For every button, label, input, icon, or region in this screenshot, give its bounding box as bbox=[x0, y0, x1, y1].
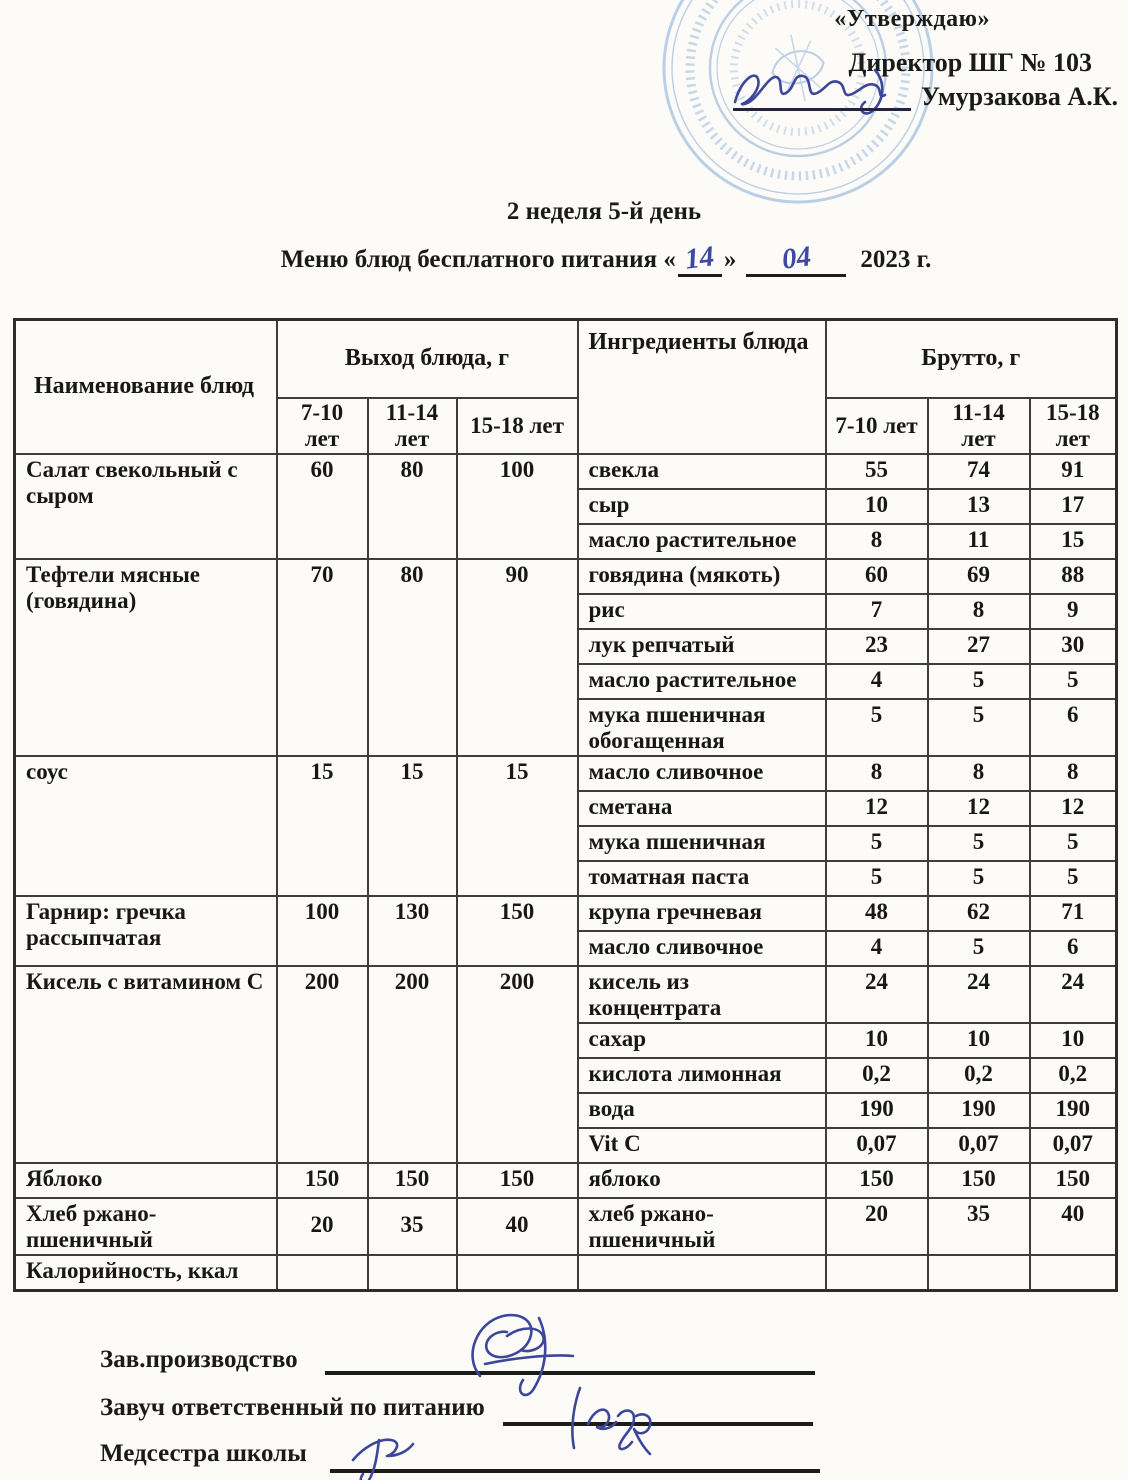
output-value-cell: 200 bbox=[368, 966, 457, 1163]
header-output: Выход блюда, г bbox=[277, 320, 578, 399]
brutto-value-cell: 5 bbox=[826, 826, 928, 861]
table-row bbox=[15, 756, 1117, 791]
ingredient-name-cell: масло сливочное bbox=[578, 756, 826, 791]
brutto-value-cell: 5 bbox=[928, 931, 1030, 966]
week-day-title: 2 неделя 5-й день bbox=[506, 198, 702, 225]
brutto-value-cell: 190 bbox=[1030, 1093, 1117, 1128]
output-value-cell bbox=[277, 1255, 368, 1291]
brutto-value-cell: 40 bbox=[1030, 1198, 1117, 1255]
ingredient-name-cell: рис bbox=[578, 594, 826, 629]
header-age-15-18: 15-18 лет bbox=[1030, 398, 1117, 454]
output-value-cell: 15 bbox=[277, 756, 368, 896]
dish-name-cell: Калорийность, ккал bbox=[15, 1255, 277, 1291]
ingredient-name-cell: Vit C bbox=[578, 1128, 826, 1163]
ingredient-name-cell: свекла bbox=[578, 454, 826, 489]
menu-table-body bbox=[15, 454, 1117, 1290]
output-value-cell: 60 bbox=[277, 454, 368, 559]
table-row bbox=[15, 1255, 1117, 1291]
menu-title-line bbox=[0, 240, 1128, 277]
director-signature-line bbox=[733, 108, 911, 111]
brutto-value-cell: 17 bbox=[1030, 489, 1117, 524]
brutto-value-cell: 15 bbox=[1030, 524, 1117, 559]
brutto-value-cell: 24 bbox=[928, 966, 1030, 1023]
ingredient-name-cell: масло растительное bbox=[578, 524, 826, 559]
ingredient-name-cell: кислота лимонная bbox=[578, 1058, 826, 1093]
brutto-value-cell: 5 bbox=[826, 699, 928, 756]
ingredient-name-cell: масло сливочное bbox=[578, 931, 826, 966]
output-value-cell bbox=[457, 1255, 578, 1291]
dish-name-cell: Кисель с витамином С bbox=[15, 966, 277, 1163]
output-value-cell: 90 bbox=[457, 559, 578, 756]
dish-name-cell: Тефтели мясные (говядина) bbox=[15, 559, 277, 756]
ingredient-name-cell: сметана bbox=[578, 791, 826, 826]
table-row bbox=[15, 896, 1117, 931]
brutto-value-cell bbox=[826, 1255, 928, 1291]
handwritten-month: 04 bbox=[779, 240, 813, 276]
brutto-value-cell: 13 bbox=[928, 489, 1030, 524]
output-value-cell: 150 bbox=[457, 896, 578, 966]
ingredient-name-cell: говядина (мякоть) bbox=[578, 559, 826, 594]
output-value-cell: 40 bbox=[457, 1198, 578, 1255]
output-value-cell: 80 bbox=[368, 454, 457, 559]
output-value-cell: 100 bbox=[277, 896, 368, 966]
ingredient-name-cell: мука пшеничная bbox=[578, 826, 826, 861]
brutto-value-cell: 12 bbox=[826, 791, 928, 826]
ingredient-name-cell: кисель из концентрата bbox=[578, 966, 826, 1023]
brutto-value-cell: 10 bbox=[928, 1023, 1030, 1058]
brutto-value-cell: 5 bbox=[826, 861, 928, 896]
header-age-11-14: 11-14 лет bbox=[928, 398, 1030, 454]
brutto-value-cell: 10 bbox=[826, 1023, 928, 1058]
table-row bbox=[15, 1163, 1117, 1198]
header-dish-name: Наименование блюд bbox=[15, 320, 277, 455]
brutto-value-cell: 0,2 bbox=[1030, 1058, 1117, 1093]
table-row bbox=[15, 966, 1117, 1023]
header-ingredients: Ингредиенты блюда bbox=[578, 320, 826, 455]
brutto-value-cell bbox=[1030, 1255, 1117, 1291]
ingredient-name-cell bbox=[578, 1255, 826, 1291]
output-value-cell: 80 bbox=[368, 559, 457, 756]
brutto-value-cell: 5 bbox=[928, 826, 1030, 861]
menu-title-prefix: Меню блюд бесплатного питания « bbox=[280, 246, 676, 273]
table-row bbox=[15, 559, 1117, 594]
header-age-7-10: 7-10 лет bbox=[277, 398, 368, 454]
brutto-value-cell: 9 bbox=[1030, 594, 1117, 629]
brutto-value-cell: 48 bbox=[826, 896, 928, 931]
dish-name-cell: Гарнир: гречка рассыпчатая bbox=[15, 896, 277, 966]
dish-name-cell: соус bbox=[15, 756, 277, 896]
brutto-value-cell: 5 bbox=[1030, 826, 1117, 861]
brutto-value-cell: 0,07 bbox=[826, 1128, 928, 1163]
brutto-value-cell: 5 bbox=[928, 699, 1030, 756]
ingredient-name-cell: вода bbox=[578, 1093, 826, 1128]
director-signature-row bbox=[725, 62, 1119, 122]
brutto-value-cell: 150 bbox=[928, 1163, 1030, 1198]
director-title: Директор ШГ № 103 bbox=[848, 48, 1092, 77]
brutto-value-cell: 8 bbox=[826, 524, 928, 559]
brutto-value-cell: 27 bbox=[928, 629, 1030, 664]
brutto-value-cell: 24 bbox=[1030, 966, 1117, 1023]
brutto-value-cell: 24 bbox=[826, 966, 928, 1023]
brutto-value-cell: 10 bbox=[1030, 1023, 1117, 1058]
output-value-cell bbox=[368, 1255, 457, 1291]
brutto-value-cell: 8 bbox=[928, 756, 1030, 791]
brutto-value-cell: 5 bbox=[928, 664, 1030, 699]
school-nurse-label: Медсестра школы bbox=[100, 1440, 307, 1467]
table-row bbox=[15, 454, 1117, 489]
header-age-15-18: 15-18 лет bbox=[457, 398, 578, 454]
ingredient-name-cell: лук репчатый bbox=[578, 629, 826, 664]
brutto-value-cell: 74 bbox=[928, 454, 1030, 489]
brutto-value-cell: 71 bbox=[1030, 896, 1117, 931]
output-value-cell: 200 bbox=[457, 966, 578, 1163]
brutto-value-cell: 30 bbox=[1030, 629, 1117, 664]
ingredient-name-cell: сыр bbox=[578, 489, 826, 524]
dish-name-cell: Яблоко bbox=[15, 1163, 277, 1198]
output-value-cell: 20 bbox=[277, 1198, 368, 1255]
dish-name-cell: Хлеб ржано-пшеничный bbox=[15, 1198, 277, 1255]
output-value-cell: 100 bbox=[457, 454, 578, 559]
brutto-value-cell: 6 bbox=[1030, 699, 1117, 756]
brutto-value-cell: 35 bbox=[928, 1198, 1030, 1255]
brutto-value-cell: 4 bbox=[826, 664, 928, 699]
ingredient-name-cell: мука пшеничная обогащенная bbox=[578, 699, 826, 756]
header-brutto: Брутто, г bbox=[826, 320, 1117, 399]
brutto-value-cell bbox=[928, 1255, 1030, 1291]
brutto-value-cell: 6 bbox=[1030, 931, 1117, 966]
output-value-cell: 130 bbox=[368, 896, 457, 966]
director-signature bbox=[725, 62, 915, 120]
table-header-row-1 bbox=[15, 320, 1117, 399]
school-nurse-signature bbox=[345, 1428, 425, 1480]
brutto-value-cell: 69 bbox=[928, 559, 1030, 594]
brutto-value-cell: 55 bbox=[826, 454, 928, 489]
brutto-value-cell: 0,2 bbox=[928, 1058, 1030, 1093]
brutto-value-cell: 5 bbox=[1030, 664, 1117, 699]
ingredient-name-cell: томатная паста bbox=[578, 861, 826, 896]
brutto-value-cell: 150 bbox=[826, 1163, 928, 1198]
brutto-value-cell: 12 bbox=[1030, 791, 1117, 826]
brutto-value-cell: 8 bbox=[826, 756, 928, 791]
brutto-value-cell: 190 bbox=[826, 1093, 928, 1128]
output-value-cell: 150 bbox=[368, 1163, 457, 1198]
ingredient-name-cell: крупа гречневая bbox=[578, 896, 826, 931]
brutto-value-cell: 0,07 bbox=[1030, 1128, 1117, 1163]
approve-word: «Утверждаю» bbox=[834, 6, 990, 32]
date-day-blank bbox=[678, 240, 722, 277]
production-manager-label: Зав.производство bbox=[100, 1346, 298, 1373]
output-value-cell: 35 bbox=[368, 1198, 457, 1255]
brutto-value-cell: 0,2 bbox=[826, 1058, 928, 1093]
output-value-cell: 150 bbox=[457, 1163, 578, 1198]
output-value-cell: 150 bbox=[277, 1163, 368, 1198]
brutto-value-cell: 20 bbox=[826, 1198, 928, 1255]
brutto-value-cell: 12 bbox=[928, 791, 1030, 826]
nutrition-deputy-label: Завуч ответственный по питанию bbox=[100, 1394, 485, 1421]
brutto-value-cell: 8 bbox=[928, 594, 1030, 629]
ingredient-name-cell: сахар bbox=[578, 1023, 826, 1058]
dish-name-cell: Салат свекольный с сыром bbox=[15, 454, 277, 559]
brutto-value-cell: 11 bbox=[928, 524, 1030, 559]
brutto-value-cell: 150 bbox=[1030, 1163, 1117, 1198]
brutto-value-cell: 91 bbox=[1030, 454, 1117, 489]
output-value-cell: 70 bbox=[277, 559, 368, 756]
brutto-value-cell: 4 bbox=[826, 931, 928, 966]
menu-table bbox=[13, 318, 1118, 1292]
output-value-cell: 15 bbox=[368, 756, 457, 896]
brutto-value-cell: 23 bbox=[826, 629, 928, 664]
menu-title-close-quote: » bbox=[723, 246, 737, 273]
handwritten-day: 14 bbox=[683, 240, 717, 276]
output-value-cell: 200 bbox=[277, 966, 368, 1163]
header-age-7-10: 7-10 лет bbox=[826, 398, 928, 454]
brutto-value-cell: 8 bbox=[1030, 756, 1117, 791]
brutto-value-cell: 88 bbox=[1030, 559, 1117, 594]
ingredient-name-cell: масло растительное bbox=[578, 664, 826, 699]
menu-title-year: 2023 г. bbox=[860, 246, 932, 273]
ingredient-name-cell: хлеб ржано-пшеничный bbox=[578, 1198, 826, 1255]
table-row bbox=[15, 1198, 1117, 1255]
nutrition-deputy-signature bbox=[560, 1382, 660, 1462]
date-month-blank bbox=[746, 240, 846, 277]
brutto-value-cell: 5 bbox=[928, 861, 1030, 896]
brutto-value-cell: 0,07 bbox=[928, 1128, 1030, 1163]
brutto-value-cell: 190 bbox=[928, 1093, 1030, 1128]
brutto-value-cell: 62 bbox=[928, 896, 1030, 931]
brutto-value-cell: 7 bbox=[826, 594, 928, 629]
output-value-cell: 15 bbox=[457, 756, 578, 896]
brutto-value-cell: 60 bbox=[826, 559, 928, 594]
ingredient-name-cell: яблоко bbox=[578, 1163, 826, 1198]
header-age-11-14: 11-14 лет bbox=[368, 398, 457, 454]
director-name: Умурзакова А.К. bbox=[921, 82, 1119, 111]
brutto-value-cell: 5 bbox=[1030, 861, 1117, 896]
brutto-value-cell: 10 bbox=[826, 489, 928, 524]
